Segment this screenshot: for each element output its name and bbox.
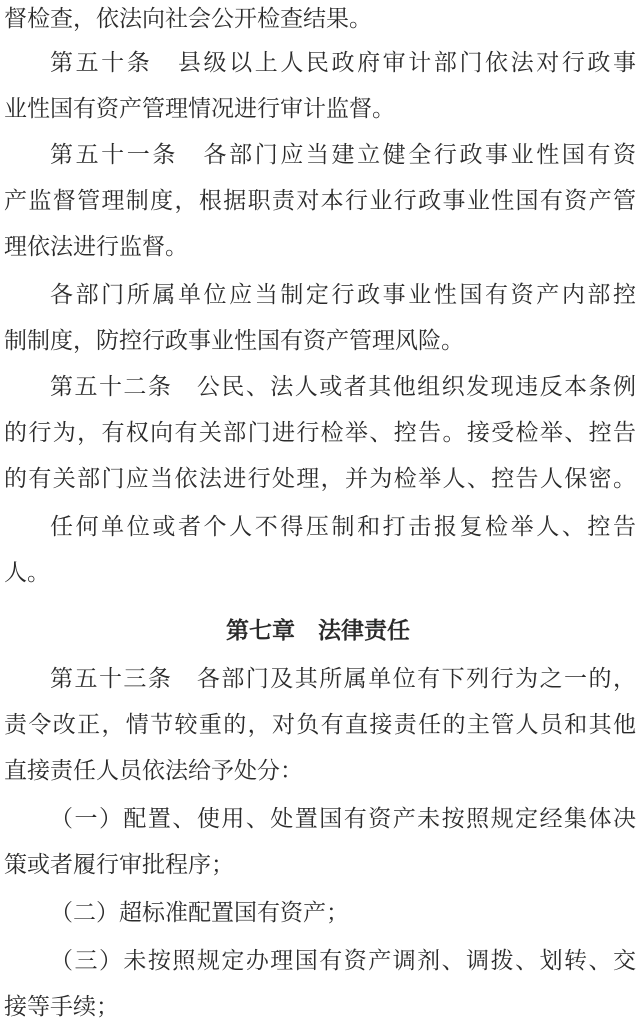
text-line: 督检查，依法向社会公开检查结果。 [4, 6, 372, 32]
text-line: 接等手续； [4, 994, 119, 1020]
text-line: 策或者履行审批程序； [4, 852, 234, 878]
list-item-2-line: （二）超标准配置国有资产； [50, 900, 349, 926]
text-line: 责令改正，情节较重的，对负有直接责任的主管人员和其他 [4, 712, 636, 738]
text-line: 理依法进行监督。 [4, 234, 188, 260]
text-line: 产监督管理制度，根据职责对本行业行政事业性国有资产管 [4, 188, 636, 214]
list-item-1-line: （一）配置、使用、处置国有资产未按照规定经集体决 [50, 806, 636, 832]
article-53-line: 第五十三条 各部门及其所属单位有下列行为之一的， [50, 666, 636, 692]
list-item-3-line: （三）未按照规定办理国有资产调剂、调拨、划转、交 [50, 948, 636, 974]
paragraph-start-line: 任何单位或者个人不得压制和打击报复检举人、控告 [50, 514, 636, 540]
text-line: 的有关部门应当依法进行处理，并为检举人、控告人保密。 [4, 466, 636, 492]
article-51-line: 第五十一条 各部门应当建立健全行政事业性国有资 [50, 142, 636, 168]
article-50-line: 第五十条 县级以上人民政府审计部门依法对行政事 [50, 50, 636, 76]
text-line: 业性国有资产管理情况进行审计监督。 [4, 96, 395, 122]
paragraph-start-line: 各部门所属单位应当制定行政事业性国有资产内部控 [50, 282, 636, 308]
text-line: 的行为，有权向有关部门进行检举、控告。接受检举、控告 [4, 420, 636, 446]
text-line: 制制度，防控行政事业性国有资产管理风险。 [4, 328, 464, 354]
text-line: 直接责任人员依法给予处分： [4, 758, 303, 784]
article-52-line: 第五十二条 公民、法人或者其他组织发现违反本条例 [50, 374, 636, 400]
text-line: 人。 [4, 560, 50, 586]
chapter-7-heading: 第七章 法律责任 [226, 617, 410, 644]
